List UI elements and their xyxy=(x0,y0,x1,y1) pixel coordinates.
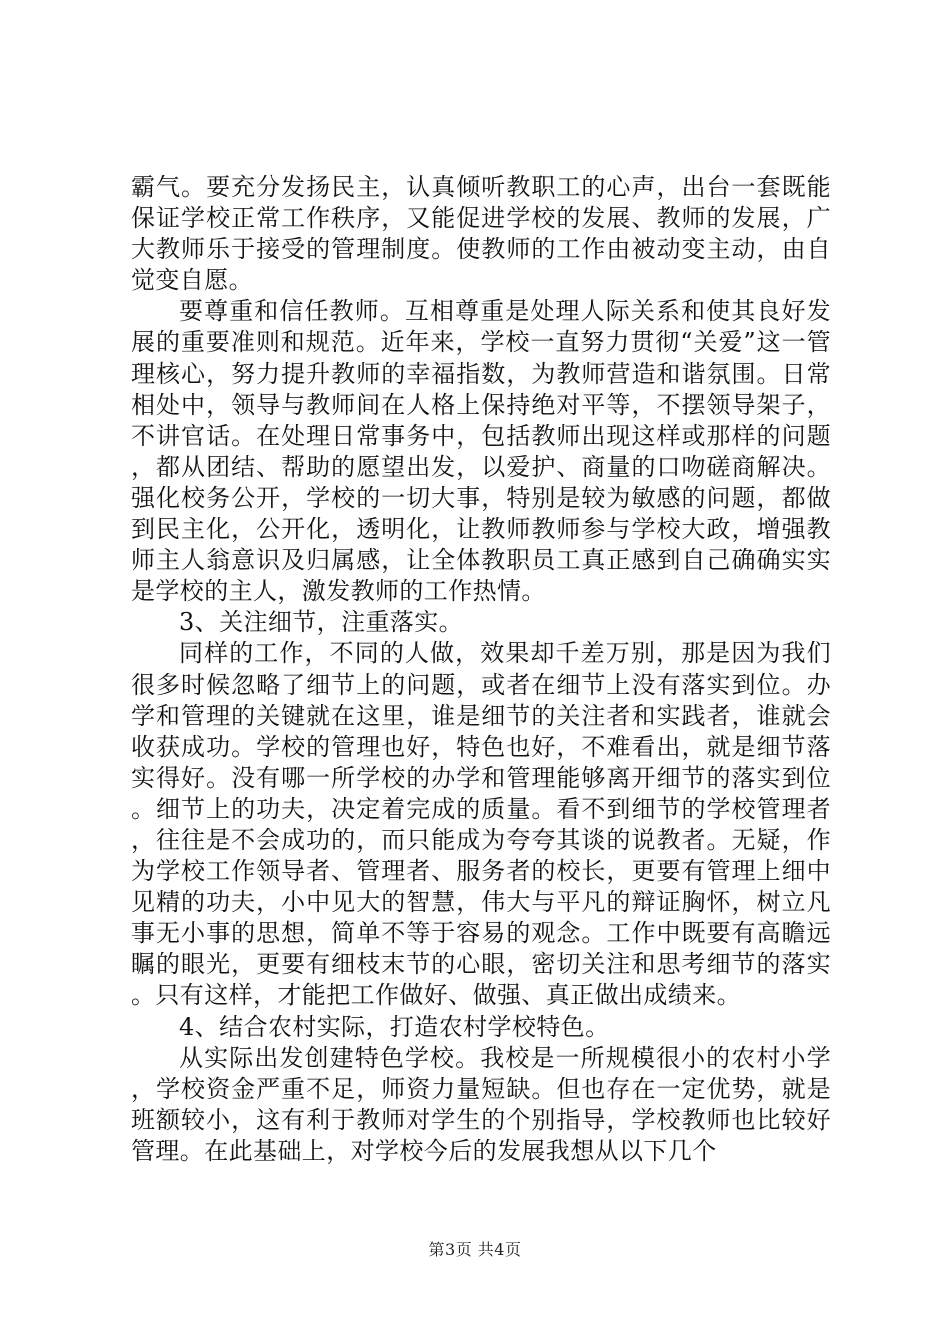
section-heading-rural: 4、结合农村实际，打造农村学校特色。 xyxy=(179,1012,610,1041)
section-heading-details: 3、关注细节，注重落实。 xyxy=(179,608,464,637)
paragraph-rural-school: 从实际出发创建特色学校。我校是一所规模很小的农村小学，学校资金严重不足，师资力量短缺。但也存在一定优势，就是班额较小，这有利于教师对学生的个别指导，学校教师也比较好管理。在此基础上，对学校今后的发展我想从以下几个 xyxy=(131,1043,831,1165)
page-footer: 第3页 共4页 xyxy=(428,1240,522,1259)
paragraph-respect-teachers: 要尊重和信任教师。互相尊重是处理人际关系和使其良好发展的重要准则和规范。近年来，学校一直努力贯彻“关爱”这一管理核心，努力提升教师的幸福指数，为教师营造和谐氛围。日常相处中，领导与教师间在人格上保持绝对平等，不摆领导架子，不讲官话。在处理日常事务中，包括教师出现这样或那样的问题，都从团结、帮助的愿望出发，以爱护、商量的口吻磋商解决。强化校务公开，学校的一切大事，特别是较为敏感的问题，都做到民主化，公开化，透明化，让教师教师参与学校大政，增强教师主人翁意识及归属感，让全体教职员工真正感到自己确确实实是学校的主人，激发教师的工作热情。 xyxy=(131,297,831,606)
document-body xyxy=(131,172,831,1167)
paragraph-continuation: 霸气。要充分发扬民主，认真倾听教职工的心声，出台一套既能保证学校正常工作秩序，又能促进学校的发展、教师的发展，广大教师乐于接受的管理制度。使教师的工作由被动变主动，由自觉变自愿。 xyxy=(131,173,831,295)
paragraph-details: 同样的工作，不同的人做，效果却千差万别，那是因为我们很多时候忽略了细节上的问题，或者在细节上没有落实到位。办学和管理的关键就在这里，谁是细节的关注者和实践者，谁就会收获成功。学校的管理也好，特色也好，不难看出，就是细节落实得好。没有哪一所学校的办学和管理能够离开细节的落实到位。细节上的功夫，决定着完成的质量。看不到细节的学校管理者，往往是不会成功的，而只能成为夸夸其谈的说教者。无疑，作为学校工作领导者、管理者、服务者的校长，更要有管理上细中见精的功夫，小中见大的智慧，伟大与平凡的辩证胸怀，树立凡事无小事的思想，简单不等于容易的观念。工作中既要有高瞻远瞩的眼光，更要有细枝末节的心眼，密切关注和思考细节的落实。只有这样，才能把工作做好、做强、真正做出成绩来。 xyxy=(131,639,831,1010)
